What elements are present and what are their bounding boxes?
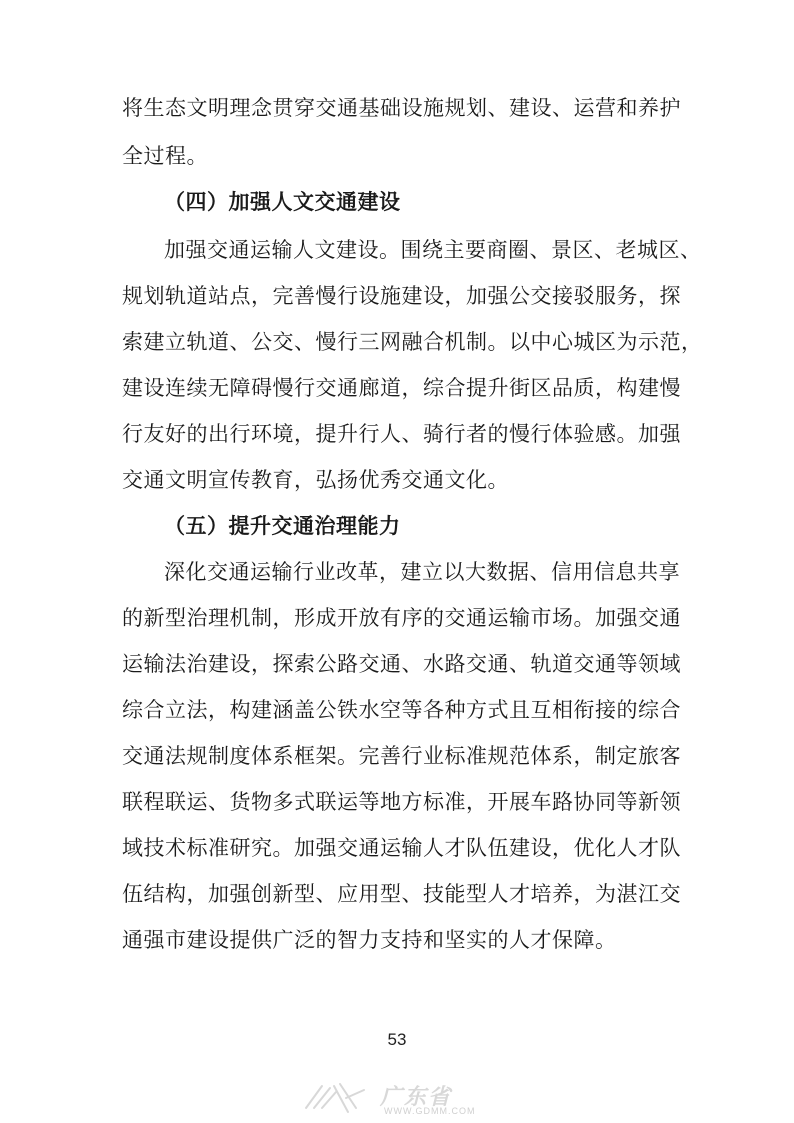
paragraph-line: 联程联运、货物多式联运等地方标准，开展车路协同等新领 — [122, 790, 681, 814]
paragraph-line: 交通法规制度体系框架。完善行业标准规范体系，制定旅客 — [122, 744, 681, 768]
watermark — [300, 1078, 500, 1118]
paragraph-line: 加强交通运输人文建设。围绕主要商圈、景区、老城区、 — [164, 238, 702, 262]
section-heading: （四）加强人文交通建设 — [164, 190, 401, 214]
paragraph-line: 深化交通运输行业改革，建立以大数据、信用信息共享 — [164, 560, 680, 584]
paragraph-line: 运输法治建设，探索公路交通、水路交通、轨道交通等领域 — [122, 652, 681, 676]
paragraph-line: 将生态文明理念贯穿交通基础设施规划、建设、运营和养护 — [122, 96, 681, 120]
paragraph-line: 伍结构，加强创新型、应用型、技能型人才培养，为湛江交 — [122, 882, 681, 906]
paragraph-line: 域技术标准研究。加强交通运输人才队伍建设，优化人才队 — [122, 836, 681, 860]
watermark-url: WWW.GDMM.COM — [384, 1106, 476, 1116]
bird-logo-icon — [300, 1078, 370, 1118]
paragraph-line: 行友好的出行环境，提升行人、骑行者的慢行体验感。加强 — [122, 422, 681, 446]
section-heading: （五）提升交通治理能力 — [164, 514, 401, 538]
page-number: 53 — [387, 1030, 407, 1049]
paragraph-line: 交通文明宣传教育，弘扬优秀交通文化。 — [122, 468, 509, 492]
paragraph-line: 索建立轨道、公交、慢行三网融合机制。以中心城区为示范， — [122, 330, 703, 354]
paragraph-line: 规划轨道站点，完善慢行设施建设，加强公交接驳服务，探 — [122, 284, 681, 308]
paragraph-line: 的新型治理机制，形成开放有序的交通运输市场。加强交通 — [122, 606, 681, 630]
paragraph-line: 全过程。 — [122, 144, 208, 168]
watermark-logo-text: 广东省 — [380, 1085, 453, 1110]
paragraph-line: 建设连续无障碍慢行交通廊道，综合提升街区品质，构建慢 — [122, 376, 681, 400]
paragraph-line: 综合立法，构建涵盖公铁水空等各种方式且互相衔接的综合 — [122, 698, 681, 722]
paragraph-line: 通强市建设提供广泛的智力支持和坚实的人才保障。 — [122, 928, 617, 952]
